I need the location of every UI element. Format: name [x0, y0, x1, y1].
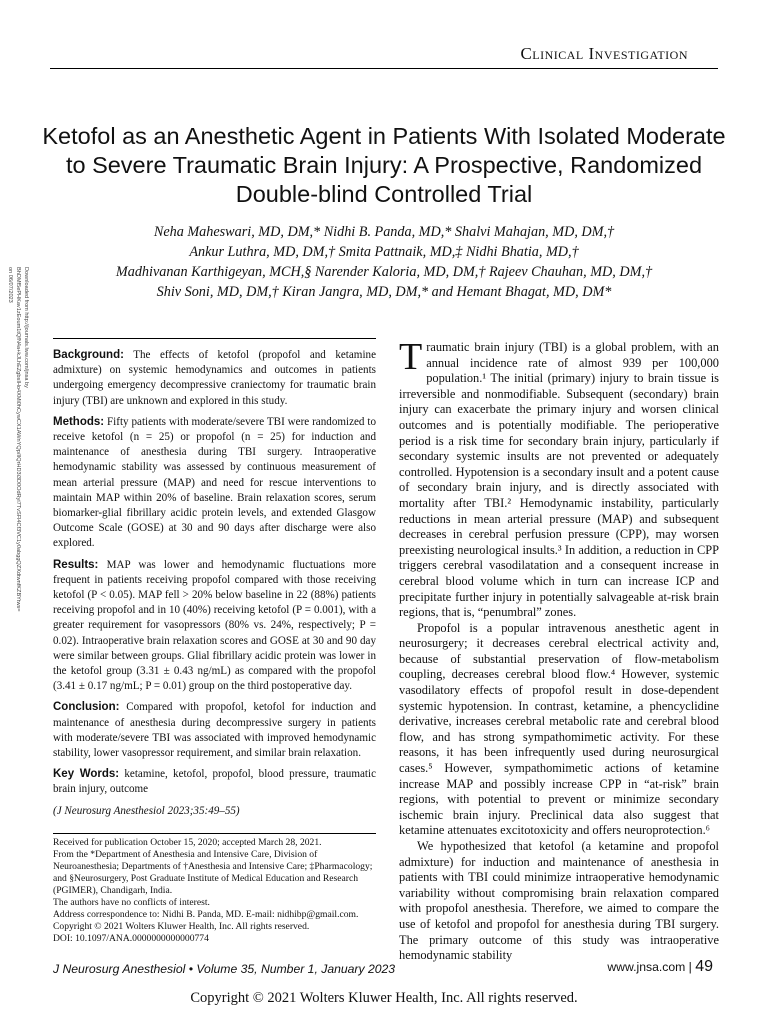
footnote-received: Received for publication October 15, 2020; accepted March 28, 2021.: [53, 837, 322, 848]
body-paragraph: We hypothesized that ketofol (a ketamine and propofol admixture) for induction and maintenance of anesthesia in patients with TBI could minimize intraoperative hemodynamic variability without compromising brain relaxation compared with propofol anesthesia. Therefore, we aimed to compare the use of ketofol and propofol for anesthesia during TBI surgery. The primary outcome of this study was intraoperative hemodynamic stability: [399, 839, 719, 963]
conclusion-text: Compared with propofol, ketofol for induction and maintenance of anesthesia during decompressive surgery in patients with moderate/severe TBI was associated with improved hemodynamic stability, lower vasopressor requirement, and similar brain relaxation.: [53, 701, 376, 760]
body-paragraph: [399, 336, 719, 621]
page-number: 49: [695, 958, 713, 975]
author-line: Shiv Soni, MD, DM,† Kiran Jangra, MD, DM,* and Hemant Bhagat, MD, DM*: [156, 284, 612, 300]
abstract: [53, 348, 376, 825]
author-line: Neha Maheswari, MD, DM,* Nidhi B. Panda, MD,* Shalvi Mahajan, MD, DM,†: [153, 224, 615, 240]
author-list: [40, 222, 728, 302]
footnote-affiliations: From the *Department of Anesthesia and Intensive Care, Division of Neuroanesthesia; Departments of †Anesthesia and Intensive Care; ‡Pharmacology; and §Neurosurgery, Post Graduate Institute of Medical Education and Research (PGIMER), Chandigarh, India.: [53, 849, 373, 896]
download-watermark: Downloaded from http://journals.lww.com/jnsa by BhDMf5ePHKav1zEoum1tQfN4a+kJLhEZgbsIHo4XMi0hCywCX1AWnYQp/IlQrHD3i3D0OdRyi7TvSFl4Cf3VC1y0abggQZXdtwnfKZBYtws= on 06/07/2023: [7, 267, 29, 612]
abstract-conclusion: [53, 700, 376, 761]
results-text: MAP was lower and hemodynamic fluctuations more frequent in patients receiving propofol compared with those receiving ketofol (P < 0.05). MAP fell > 20% below baseline in 22 (88%) patients receiving propofol and in 10 (40%) receiving ketofol (P = 0.001), with a greater requirement for vasopressors (80% vs. 24%, respectively; P = 0.02). Intraoperative brain relaxation scores and GOSE at 30 and 90 day were similar between groups. Glial fibrillary acidic protein was lower in the ketofol group (3.31 ± 0.43 ng/mL) as compared with the propofol (3.41 ± 0.17 ng/mL; P = 0.01) group on the third postoperative day.: [53, 558, 376, 693]
keywords-text: ketamine, ketofol, propofol, blood pressure, traumatic brain injury, outcome: [53, 768, 376, 796]
abstract-keywords: [53, 767, 376, 797]
background-label: Background:: [53, 349, 124, 361]
methods-text: Fifty patients with moderate/severe TBI were randomized to receive ketofol (n = 25) or propofol (n = 25) for induction and maintenance of anesthesia during TBI surgery. Intraoperative hemodynamic stability was assessed by continuous measurement of mean arterial pressure (MAP) and need for rescue interventions to maintain MAP within 20% of baseline. Brain relaxation scores, serum biomarker-glial fibrillary acidic protein levels, and extended Glasgow Outcome Scale (GOSE) at 30 and 90 days after discharge were also explored.: [53, 415, 376, 550]
abstract-background: [53, 348, 376, 409]
page-footer: [607, 958, 713, 976]
footnote-rule: [53, 833, 376, 834]
journal-info: J Neurosurg Anesthesiol • Volume 35, Number 1, January 2023: [53, 962, 396, 976]
header-rule: [50, 68, 718, 69]
abstract-results: [53, 558, 376, 695]
abstract-methods: [53, 415, 376, 552]
body-text: [399, 336, 719, 964]
author-line: Madhivanan Karthigeyan, MCH,§ Narender Kaloria, MD, DM,† Rajeev Chauhan, MD, DM,†: [115, 264, 653, 280]
conclusion-label: Conclusion:: [53, 701, 120, 714]
results-label: Results:: [53, 558, 99, 571]
journal-footer: [53, 962, 395, 976]
background-text: The effects of ketofol (propofol and ketamine admixture) on systemic hemodynamics and outcomes in patients undergoing emergency decompressive craniectomy for traumatic brain injury (TBI) are unknown and explored in this study.: [53, 349, 376, 407]
copyright-notice: Copyright © 2021 Wolters Kluwer Health, Inc. All rights reserved.: [190, 990, 578, 1006]
section-label: Clinical Investigation: [520, 44, 688, 63]
abstract-top-rule: [53, 338, 376, 339]
article-title: Ketofol as an Anesthetic Agent in Patients With Isolated Moderate to Severe Traumatic Brain Injury: A Prospective, Randomized Double-blind Controlled Trial: [42, 123, 726, 207]
footnote-doi: DOI: 10.1097/ANA.0000000000000774: [53, 933, 209, 944]
methods-label: Methods:: [53, 415, 105, 428]
author-line: Ankur Luthra, MD, DM,† Smita Pattnaik, MD,‡ Nidhi Bhatia, MD,†: [189, 244, 579, 260]
footnote-correspondence: Address correspondence to: Nidhi B. Panda, MD. E-mail: nidhibp@gmail.com.: [53, 909, 359, 920]
drop-cap: T: [399, 336, 423, 378]
footnote-copyright: Copyright © 2021 Wolters Kluwer Health, Inc. All rights reserved.: [53, 921, 310, 932]
journal-website[interactable]: www.jnsa.com |: [607, 960, 692, 974]
keywords-label: Key Words:: [53, 768, 120, 781]
body-paragraph: Propofol is a popular intravenous anesthetic agent in neurosurgery; it decreases cerebral electrical activity and, because of substantial preservation of flow-metabolism coupling, decreases cerebral blood flow.⁴ However, systemic vasodilatory effects of propofol result in dose-dependent systemic hypotension. In contrast, ketamine, a phencyclidine derivative, increases cerebral metabolic rate and cerebral blood flow, and has strong sympathomimetic activity. For these reasons, it has been infrequently used during neurosurgical cases.⁵ However, sympathomimetic actions of ketamine increase MAP and possibly increase CPP in “at-risk” brain regions, with potential to prevent or minimize secondary ischemic brain injury. Preclinical data also suggest that ketamine attenuates excitotoxicity and offers neuroprotection.⁶: [399, 620, 719, 838]
footnote-conflicts: The authors have no conflicts of interest.: [53, 897, 210, 908]
abstract-citation: (J Neurosurg Anesthesiol 2023;35:49–55): [53, 804, 240, 817]
paragraph-text: raumatic brain injury (TBI) is a global problem, with an annual incidence rate of almost 939 per 100,000 population.¹ The initial (primary) injury to brain tissue is irreversible and nonmodifiable. Subsequent (secondary) brain injury can exacerbate the primary injury and worsen clinical outcomes and is potentially modifiable. The perioperative period is a risk time for secondary brain injury, particularly if secondary systemic insults are not prevented or adequately controlled. Hypotension is a secondary insult and a potent cause of secondary brain injury, and is directly associated with mortality after TBI.² Hemodynamic instability, particularly reductions in mean arterial pressure (MAP) and subsequent decreases in cerebral perfusion pressure (CPP), may worsen preexisting neurological insults.³ In addition, a reduction in CPP triggers cerebral vasodilatation and a consequent increase in cerebral blood volume which in turn can increase ICP and precipitate further injury in potentially salvageable at-risk brain regions, that is, “penumbral” zones.: [399, 340, 719, 620]
footnotes: [53, 837, 376, 945]
